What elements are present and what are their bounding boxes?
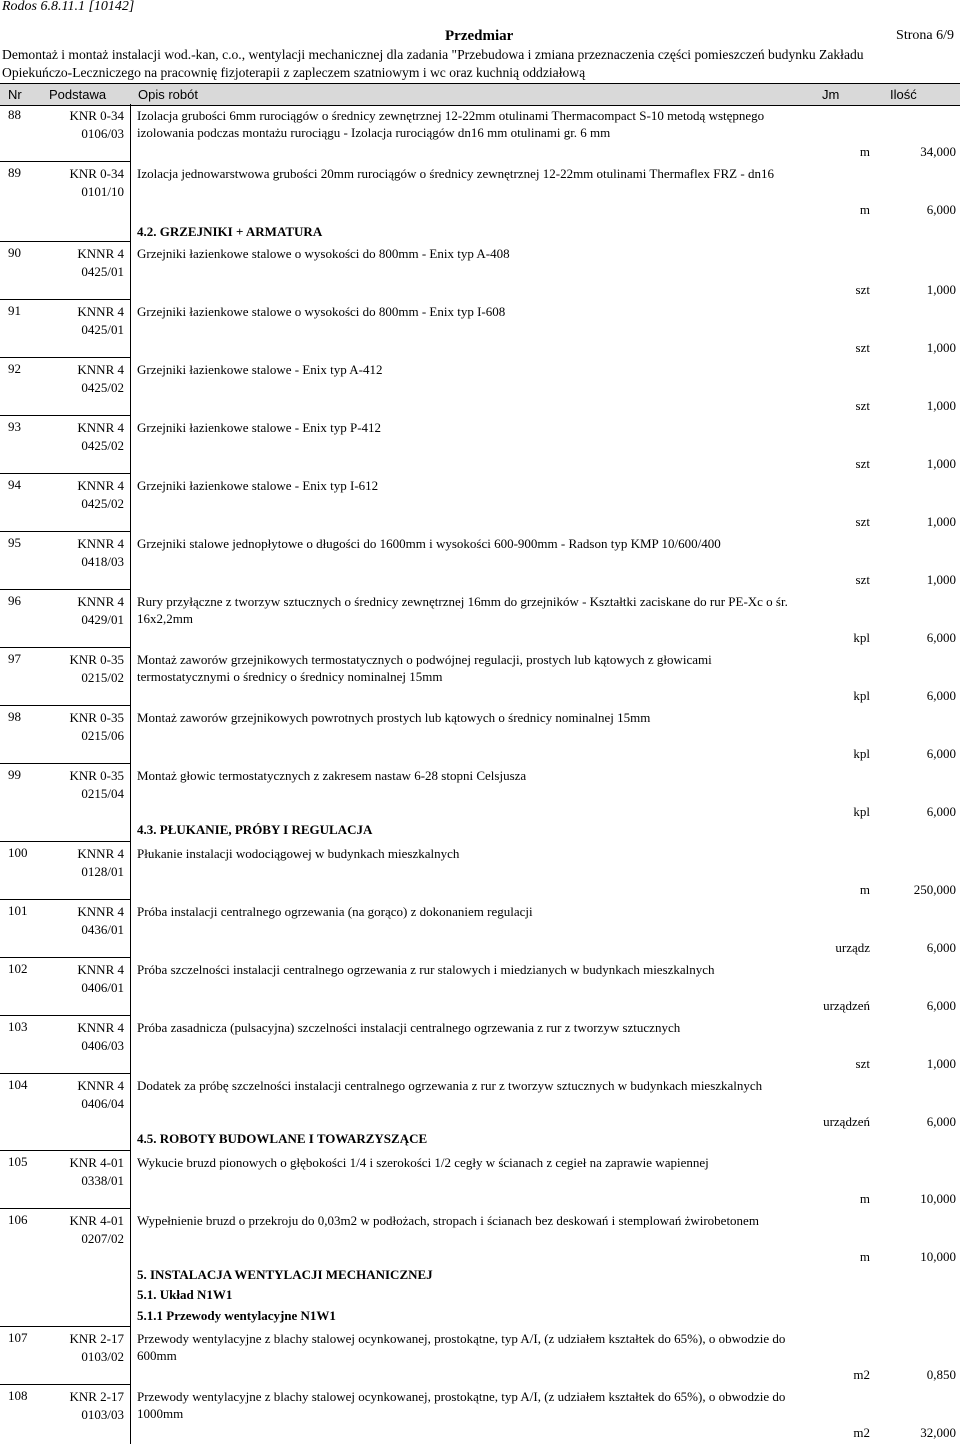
basis-item: 0106/03 xyxy=(81,126,124,141)
row-separator xyxy=(0,299,130,300)
basis-item: 0425/02 xyxy=(81,496,124,511)
program-name: Rodos 6.8.11.1 [10142] xyxy=(2,0,135,14)
row-description: Próba szczelności instalacji centralnego ogrzewania z rur stalowych i miedzianych w budynkach mieszkalnych xyxy=(137,962,715,977)
row-number: 88 xyxy=(8,107,21,122)
basis-item: 0418/03 xyxy=(81,554,124,569)
table-row xyxy=(0,1151,960,1209)
table-row xyxy=(0,1074,960,1132)
basis-item: 0128/01 xyxy=(81,864,124,879)
row-separator xyxy=(0,841,130,842)
basis-catalog: KNNR 4 xyxy=(77,536,124,551)
row-basis xyxy=(50,477,124,513)
basis-item: 0436/01 xyxy=(81,922,124,937)
basis-catalog: KNNR 4 xyxy=(77,304,124,319)
table-row xyxy=(0,1016,960,1074)
table-row xyxy=(0,900,960,958)
row-number: 93 xyxy=(8,419,21,434)
row-number: 102 xyxy=(8,961,28,976)
basis-item: 0429/01 xyxy=(81,612,124,627)
row-separator xyxy=(0,531,130,532)
table-column-header xyxy=(0,83,960,106)
row-basis xyxy=(50,961,124,997)
table-row xyxy=(0,358,960,416)
row-quantity: 1,000 xyxy=(926,514,956,529)
page-number: Strona 6/9 xyxy=(896,28,954,43)
basis-item: 0103/02 xyxy=(81,1349,124,1364)
row-basis xyxy=(50,107,124,143)
row-description: Grzejniki łazienkowe stalowe - Enix typ A-412 xyxy=(137,362,383,377)
basis-catalog: KNNR 4 xyxy=(77,846,124,861)
basis-catalog: KNNR 4 xyxy=(77,1020,124,1035)
row-quantity: 6,000 xyxy=(926,202,956,217)
table-row xyxy=(0,474,960,532)
row-basis xyxy=(50,1330,124,1366)
row-unit: kpl xyxy=(853,804,870,819)
row-description: Grzejniki łazienkowe stalowe - Enix typ I-612 xyxy=(137,478,379,493)
row-quantity: 10,000 xyxy=(920,1249,956,1264)
table-row xyxy=(0,706,960,764)
row-separator xyxy=(0,763,130,764)
row-description: Izolacja grubości 6mm rurociągów o średnicy zewnętrznej 12-22mm otulinami Thermacompact S-10 metodą wstępnego izolowania podczas montażu rurociągu - Izolacja rurociągów dn16 mm otulinami gr. 6 mm xyxy=(137,108,765,140)
row-separator xyxy=(0,589,130,590)
section-heading: 4.3. PŁUKANIE, PRÓBY I REGULACJA xyxy=(137,822,373,837)
row-description: Grzejniki łazienkowe stalowe o wysokości do 800mm - Enix typ I-608 xyxy=(137,304,506,319)
project-description-line-1: Demontaż i montaż instalacji wod.-kan, c.o., wentylacji mechanicznej dla zadania "Przebudowa i zmiana przeznaczenia części pomieszczeń budynku Zakładu xyxy=(2,47,864,62)
row-separator xyxy=(0,647,130,648)
table-row xyxy=(0,416,960,474)
row-number: 106 xyxy=(8,1212,28,1227)
row-description: Próba zasadnicza (pulsacyjna) szczelności instalacji centralnego ogrzewania z rur z tworzyw sztucznych xyxy=(137,1020,681,1035)
row-description: Montaż zaworów grzejnikowych termostatycznych o podwójnej regulacji, prostych lub kątowych z głowicami termostatycznymi o średnicy o średnicy nominalnej 15mm xyxy=(137,652,712,684)
row-separator xyxy=(0,705,130,706)
basis-item: 0207/02 xyxy=(81,1231,124,1246)
row-number: 97 xyxy=(8,651,21,666)
basis-item: 0215/06 xyxy=(81,728,124,743)
basis-item: 0338/01 xyxy=(81,1173,124,1188)
basis-catalog: KNNR 4 xyxy=(77,1078,124,1093)
row-unit: m xyxy=(859,1249,870,1264)
table-row xyxy=(0,1385,960,1443)
row-description: Wykucie bruzd pionowych o głębokości 1/4 i szerokości 1/2 cegły w ścianach z cegieł na zaprawie wapiennej xyxy=(137,1155,709,1170)
row-separator xyxy=(0,1150,130,1151)
row-number: 104 xyxy=(8,1077,28,1092)
row-quantity: 32,000 xyxy=(920,1425,956,1440)
row-basis xyxy=(50,535,124,571)
row-separator xyxy=(0,1015,130,1016)
basis-catalog: KNNR 4 xyxy=(77,246,124,261)
row-unit: kpl xyxy=(853,746,870,761)
row-description: Grzejniki stalowe jednopłytowe o długości do 1600mm i wysokości 600-900mm - Radson typ KMP 10/600/400 xyxy=(137,536,721,551)
basis-catalog: KNNR 4 xyxy=(77,904,124,919)
row-quantity: 0,850 xyxy=(926,1367,956,1382)
basis-catalog: KNR 0-35 xyxy=(69,652,124,667)
row-quantity: 6,000 xyxy=(926,746,956,761)
row-quantity: 34,000 xyxy=(920,144,956,159)
row-basis xyxy=(50,651,124,687)
table-row xyxy=(0,1327,960,1385)
column-opis: Opis robót xyxy=(138,87,198,102)
basis-item: 0425/02 xyxy=(81,438,124,453)
table-row xyxy=(0,764,960,822)
row-unit: szt xyxy=(855,1056,870,1071)
row-description: Przewody wentylacyjne z blachy stalowej ocynkowanej, prostokątne, typ A/I, (z udziałem kształtek do 65%), o obwodzie do 1000mm xyxy=(137,1389,786,1421)
row-separator xyxy=(0,957,130,958)
basis-item: 0406/04 xyxy=(81,1096,124,1111)
row-separator xyxy=(0,1208,130,1209)
row-unit: m xyxy=(859,882,870,897)
row-description: Przewody wentylacyjne z blachy stalowej ocynkowanej, prostokątne, typ A/I, (z udziałem kształtek do 65%), o obwodzie do 600mm xyxy=(137,1331,786,1363)
row-number: 98 xyxy=(8,709,21,724)
row-quantity: 1,000 xyxy=(926,1056,956,1071)
row-number: 99 xyxy=(8,767,21,782)
row-unit: kpl xyxy=(853,630,870,645)
row-basis xyxy=(50,767,124,803)
basis-catalog: KNNR 4 xyxy=(77,420,124,435)
row-basis xyxy=(50,245,124,281)
column-podstawa: Podstawa xyxy=(49,87,107,102)
row-unit: m xyxy=(859,144,870,159)
table-row xyxy=(0,300,960,358)
row-number: 89 xyxy=(8,165,21,180)
table-row xyxy=(0,1209,960,1267)
row-description: Wypełnienie bruzd o przekroju do 0,03m2 w podłożach, stropach i ścianach bez deskowań i stemplowań żwirobetonem xyxy=(137,1213,759,1228)
row-quantity: 1,000 xyxy=(926,282,956,297)
row-basis xyxy=(50,361,124,397)
section-heading: 5. INSTALACJA WENTYLACJI MECHANICZNEJ xyxy=(137,1267,433,1282)
row-number: 107 xyxy=(8,1330,28,1345)
row-description: Próba instalacji centralnego ogrzewania (na gorąco) z dokonaniem regulacji xyxy=(137,904,533,919)
row-separator xyxy=(0,473,130,474)
row-separator xyxy=(0,161,130,162)
basis-item: 0406/03 xyxy=(81,1038,124,1053)
row-number: 96 xyxy=(8,593,21,608)
basis-catalog: KNR 0-34 xyxy=(69,166,124,181)
row-quantity: 6,000 xyxy=(926,940,956,955)
row-unit: kpl xyxy=(853,688,870,703)
basis-catalog: KNR 2-17 xyxy=(69,1331,124,1346)
row-separator xyxy=(0,1326,130,1327)
row-basis xyxy=(50,1019,124,1055)
row-unit: m xyxy=(859,202,870,217)
basis-item: 0425/02 xyxy=(81,380,124,395)
row-basis xyxy=(50,903,124,939)
row-quantity: 6,000 xyxy=(926,804,956,819)
row-quantity: 6,000 xyxy=(926,1114,956,1129)
row-separator xyxy=(0,415,130,416)
row-number: 92 xyxy=(8,361,21,376)
basis-item: 0425/01 xyxy=(81,264,124,279)
row-quantity: 6,000 xyxy=(926,688,956,703)
project-description-line-2: Opiekuńczo-Leczniczego na pracownię fizjoterapii z zapleczem szatniowym i wc oraz kuchnią oddziałową xyxy=(2,65,586,80)
row-unit: m2 xyxy=(853,1425,870,1440)
row-unit: urządzeń xyxy=(823,1114,870,1129)
row-description: Płukanie instalacji wodociągowej w budynkach mieszkalnych xyxy=(137,846,460,861)
row-unit: urządzeń xyxy=(823,998,870,1013)
basis-item: 0101/10 xyxy=(81,184,124,199)
table-row xyxy=(0,242,960,300)
row-quantity: 6,000 xyxy=(926,998,956,1013)
section-heading: 5.1. Układ N1W1 xyxy=(137,1287,233,1302)
basis-catalog: KNNR 4 xyxy=(77,962,124,977)
row-number: 91 xyxy=(8,303,21,318)
row-separator xyxy=(0,1384,130,1385)
basis-catalog: KNR 0-34 xyxy=(69,108,124,123)
row-separator xyxy=(0,1073,130,1074)
row-number: 94 xyxy=(8,477,21,492)
row-unit: szt xyxy=(855,282,870,297)
row-unit: szt xyxy=(855,456,870,471)
row-quantity: 10,000 xyxy=(920,1191,956,1206)
basis-catalog: KNR 0-35 xyxy=(69,710,124,725)
row-description: Dodatek za próbę szczelności instalacji centralnego ogrzewania z rur z tworzyw sztucznych w budynkach mieszkalnych xyxy=(137,1078,763,1093)
table-row xyxy=(0,532,960,590)
basis-catalog: KNR 0-35 xyxy=(69,768,124,783)
basis-item: 0215/04 xyxy=(81,786,124,801)
row-description: Grzejniki łazienkowe stalowe - Enix typ P-412 xyxy=(137,420,382,435)
row-description: Rury przyłączne z tworzyw sztucznych o średnicy zewnętrznej 16mm do grzejników - Kształtki zaciskane do rur PE-Xc o śr. 16x2,2mm xyxy=(137,594,788,626)
basis-catalog: KNNR 4 xyxy=(77,594,124,609)
basis-catalog: KNNR 4 xyxy=(77,362,124,377)
row-description: Montaż zaworów grzejnikowych powrotnych prostych lub kątowych o średnicy nominalnej 15mm xyxy=(137,710,651,725)
row-unit: szt xyxy=(855,340,870,355)
column-ilosc: Ilość xyxy=(890,87,917,102)
table-row xyxy=(0,842,960,900)
row-description: Grzejniki łazienkowe stalowe o wysokości do 800mm - Enix typ A-408 xyxy=(137,246,510,261)
document-title: Przedmiar xyxy=(445,28,514,44)
row-unit: szt xyxy=(855,398,870,413)
table-row xyxy=(0,104,960,162)
row-quantity: 1,000 xyxy=(926,456,956,471)
basis-item: 0425/01 xyxy=(81,322,124,337)
row-number: 101 xyxy=(8,903,28,918)
row-basis xyxy=(50,1212,124,1248)
row-separator xyxy=(0,357,130,358)
row-number: 105 xyxy=(8,1154,28,1169)
row-unit: urządz xyxy=(835,940,870,955)
basis-catalog: KNNR 4 xyxy=(77,478,124,493)
row-quantity: 1,000 xyxy=(926,572,956,587)
row-basis xyxy=(50,709,124,745)
table-row xyxy=(0,648,960,706)
section-heading: 4.5. ROBOTY BUDOWLANE I TOWARZYSZĄCE xyxy=(137,1131,428,1146)
table-row xyxy=(0,958,960,1016)
row-basis xyxy=(50,419,124,455)
row-quantity: 6,000 xyxy=(926,630,956,645)
table-row xyxy=(0,590,960,648)
column-nr: Nr xyxy=(8,87,22,102)
row-number: 90 xyxy=(8,245,21,260)
row-basis xyxy=(50,845,124,881)
row-unit: szt xyxy=(855,572,870,587)
row-number: 95 xyxy=(8,535,21,550)
basis-item: 0215/02 xyxy=(81,670,124,685)
row-basis xyxy=(50,1154,124,1190)
table-row xyxy=(0,162,960,220)
section-heading: 4.2. GRZEJNIKI + ARMATURA xyxy=(137,224,323,239)
row-number: 103 xyxy=(8,1019,28,1034)
basis-catalog: KNR 2-17 xyxy=(69,1389,124,1404)
column-jm: Jm xyxy=(822,87,840,102)
row-basis xyxy=(50,303,124,339)
row-quantity: 250,000 xyxy=(913,882,956,897)
basis-item: 0103/03 xyxy=(81,1407,124,1422)
basis-item: 0406/01 xyxy=(81,980,124,995)
row-basis xyxy=(50,1388,124,1424)
row-basis xyxy=(50,165,124,201)
row-separator xyxy=(0,241,130,242)
row-number: 100 xyxy=(8,845,28,860)
row-description: Izolacja jednowarstwowa grubości 20mm rurociągów o średnicy zewnętrznej 12-22mm otulinami Thermaflex FRZ - dn16 xyxy=(137,166,774,181)
row-unit: m2 xyxy=(853,1367,870,1382)
row-quantity: 1,000 xyxy=(926,398,956,413)
basis-catalog: KNR 4-01 xyxy=(69,1155,124,1170)
section-heading: 5.1.1 Przewody wentylacyjne N1W1 xyxy=(137,1308,336,1323)
project-description xyxy=(2,46,958,82)
row-unit: szt xyxy=(855,514,870,529)
basis-catalog: KNR 4-01 xyxy=(69,1213,124,1228)
row-unit: m xyxy=(859,1191,870,1206)
row-number: 108 xyxy=(8,1388,28,1403)
row-separator xyxy=(0,899,130,900)
row-description: Montaż głowic termostatycznych z zakresem nastaw 6-28 stopni Celsjusza xyxy=(137,768,527,783)
row-basis xyxy=(50,593,124,629)
row-basis xyxy=(50,1077,124,1113)
row-quantity: 1,000 xyxy=(926,340,956,355)
